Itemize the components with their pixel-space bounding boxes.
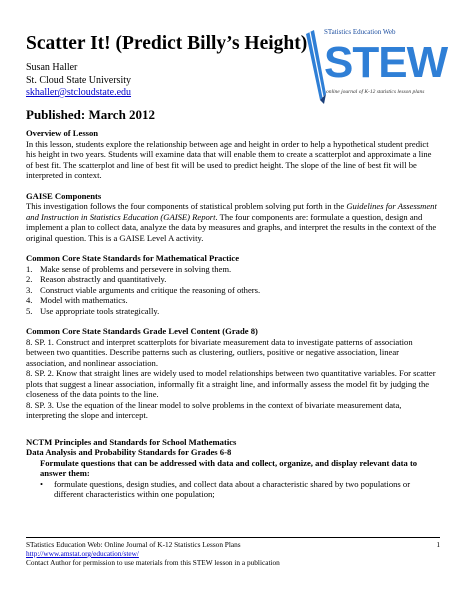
document-body (26, 128, 440, 510)
published-date: Published: March 2012 (26, 107, 156, 122)
list-item: • formulate questions, design studies, and collect data about a characteristic shared by two populations or different characteristics within one population; (40, 478, 411, 499)
nctm-heading: NCTM Principles and Standards for School Mathematics (26, 436, 237, 447)
list-item: 2. Reason abstractly and quantitatively. (26, 274, 167, 284)
standard-item: 8. SP. 2. Know that straight lines are widely used to model relationships between two quantitative variables. For scatter plots that suggest a linear association, informally fit a straight line, and informally assess the model fit by judging the closeness of the data points to the line. (26, 368, 436, 399)
list-item: 4. Model with mathematics. (26, 295, 128, 305)
grade-content-heading: Common Core State Standards Grade Level Content (Grade 8) (26, 326, 258, 336)
author-name: Susan Haller (26, 62, 78, 73)
page-title: Scatter It! (Predict Billy’s Height) (26, 33, 308, 54)
standard-item: 8. SP. 1. Construct and interpret scatterplots for bivariate measurement data to investigate patterns of association between two quantities. Describe patterns such as clustering, outliers, positive or negative association, linear association, and nonlinear association. (26, 336, 413, 368)
footer-contact: Contact Author for permission to use materials from this STEW lesson in a publication (26, 558, 280, 567)
list-item: 3. Construct viable arguments and critique the reasoning of others. (26, 284, 261, 295)
grade-content-section (26, 326, 440, 421)
bullet-icon: • (40, 478, 44, 489)
nctm-bullet-list (26, 479, 440, 500)
gaise-text: This investigation follows the four components of statistical problem solving put forth in the Guidelines for Assessment and Instruction in Statistics Education (GAISE) Report. The four components are: formulate a question, design and implement a plan to collect data, analyze the data by measures and graphs, and interpret the results in the context of the original question. This is a GAISE Level A activity. (26, 201, 437, 243)
logo-tagline: online journal of K-12 statistics lesson plans (326, 89, 425, 95)
page-footer (26, 537, 440, 567)
overview-heading: Overview of Lesson (26, 128, 99, 138)
practice-list (26, 264, 440, 317)
gaise-heading: GAISE Components (26, 190, 102, 201)
footer-journal: STatistics Education Web: Online Journal of K-12 Statistics Lesson Plans (26, 540, 241, 549)
logo-big-text: STEW (324, 38, 448, 87)
author-block (26, 62, 131, 100)
practice-heading: Common Core State Standards for Mathematical Practice (26, 253, 240, 263)
page-number: 1 (436, 540, 440, 549)
overview-text: In this lesson, students explore the relationship between age and height in order to help a hypothetical student predict his height in two years. Students will examine data that will enable them to create a scatterplot and approximate a line of best fit. The scatterplot and line of best fit will be used to predict height. The slope of the line of best fit will be interpreted in context. (26, 138, 432, 180)
nctm-subheading: Data Analysis and Probability Standards for Grades 6-8 (26, 447, 232, 457)
stew-logo (300, 28, 448, 104)
standard-item: 8. SP. 3. Use the equation of the linear model to solve problems in the context of bivariate measurement data, interpreting the slope and intercept. (26, 399, 402, 420)
author-email-link[interactable]: skhaller@stcloudstate.edu (26, 87, 132, 98)
nctm-section (26, 437, 440, 500)
footer-divider (26, 537, 440, 538)
overview-section (26, 128, 440, 181)
gaise-section (26, 191, 440, 244)
nctm-bold-item: Formulate questions that can be addressed with data and collect, organize, and display relevant data to answer them: (40, 457, 418, 478)
practice-section (26, 253, 440, 316)
footer-url-link[interactable]: http://www.amstat.org/education/stew/ (26, 549, 139, 558)
author-institution: St. Cloud State University (26, 74, 131, 86)
logo-top-text: STatistics Education Web (324, 28, 396, 36)
list-item: 1. Make sense of problems and persevere in solving them. (26, 263, 232, 274)
list-item: 5. Use appropriate tools strategically. (26, 305, 160, 316)
